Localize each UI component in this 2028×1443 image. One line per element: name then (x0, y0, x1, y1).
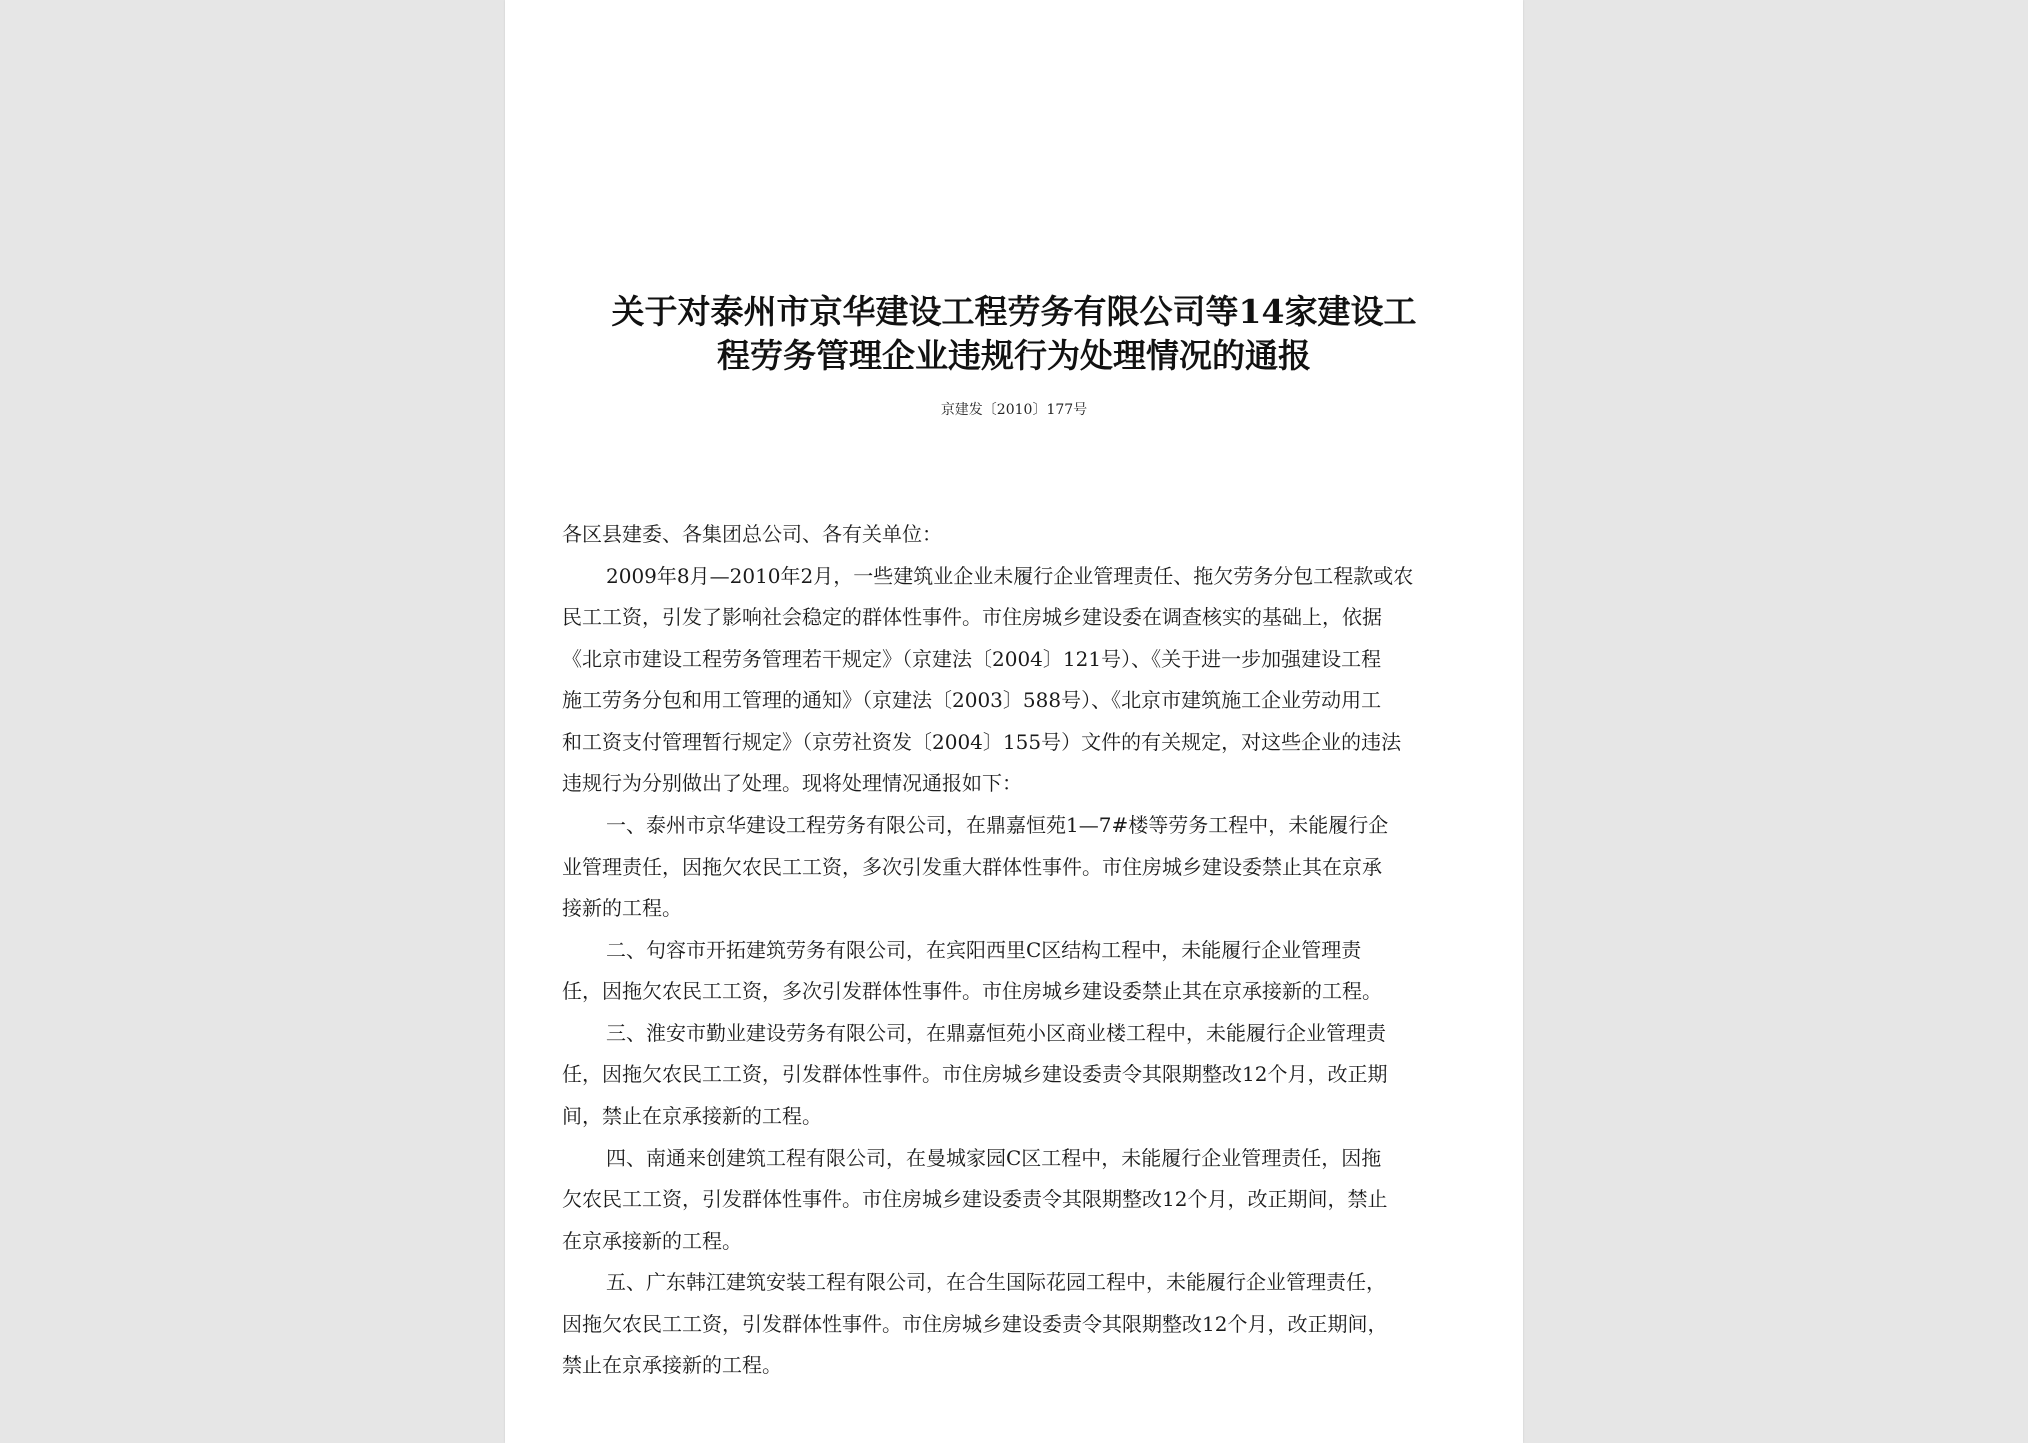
body-line: 四、南通来创建筑工程有限公司，在曼城家园C区工程中，未能履行企业管理责任，因拖 (606, 1146, 1382, 1170)
body-line: 在京承接新的工程。 (562, 1229, 742, 1253)
document-title (565, 290, 1463, 378)
body-line: 禁止在京承接新的工程。 (562, 1353, 782, 1377)
body-line: 和工资支付管理暂行规定》（京劳社资发〔2004〕155号）文件的有关规定，对这些企业的违法 (562, 730, 1402, 754)
title-line-1: 关于对泰州市京华建设工程劳务有限公司等14家建设工 (611, 292, 1417, 331)
body-line: 任，因拖欠农民工工资，多次引发群体性事件。市住房城乡建设委禁止其在京承接新的工程。 (562, 979, 1382, 1003)
title-line-2: 程劳务管理企业违规行为处理情况的通报 (717, 336, 1311, 375)
body-line: 任，因拖欠农民工工资，引发群体性事件。市住房城乡建设委责令其限期整改12个月，改正期 (562, 1062, 1388, 1086)
body-line: 接新的工程。 (562, 896, 682, 920)
body-line: 违规行为分别做出了处理。现将处理情况通报如下： (562, 771, 1022, 795)
body-line: 民工工资，引发了影响社会稳定的群体性事件。市住房城乡建设委在调查核实的基础上，依据 (562, 605, 1382, 629)
body-line: 间，禁止在京承接新的工程。 (562, 1104, 822, 1128)
salutation-line: 各区县建委、各集团总公司、各有关单位： (562, 522, 942, 546)
document-number: 京建发〔2010〕177号 (940, 402, 1088, 418)
body-line: 《北京市建设工程劳务管理若干规定》（京建法〔2004〕121号）、《关于进一步加强建设工程 (562, 647, 1382, 671)
body-line: 欠农民工工资，引发群体性事件。市住房城乡建设委责令其限期整改12个月，改正期间，禁止 (562, 1187, 1388, 1211)
body-line: 五、广东韩江建筑安装工程有限公司，在合生国际花园工程中，未能履行企业管理责任， (606, 1270, 1386, 1294)
body-line: 一、泰州市京华建设工程劳务有限公司，在鼎嘉恒苑1—7#楼等劳务工程中，未能履行企 (606, 813, 1389, 837)
body-line: 二、句容市开拓建筑劳务有限公司，在宾阳西里C区结构工程中，未能履行企业管理责 (606, 938, 1362, 962)
body-line: 因拖欠农民工工资，引发群体性事件。市住房城乡建设委责令其限期整改12个月，改正期间， (562, 1312, 1388, 1336)
document-page (505, 0, 1523, 1443)
body-line: 施工劳务分包和用工管理的通知》（京建法〔2003〕588号）、《北京市建筑施工企业劳动用工 (562, 688, 1382, 712)
body-line: 业管理责任，因拖欠农民工工资，多次引发重大群体性事件。市住房城乡建设委禁止其在京承 (562, 855, 1382, 879)
body-line: 三、淮安市勤业建设劳务有限公司，在鼎嘉恒苑小区商业楼工程中，未能履行企业管理责 (606, 1021, 1386, 1045)
body-line: 2009年8月—2010年2月，一些建筑业企业未履行企业管理责任、拖欠劳务分包工程款或农 (606, 564, 1414, 588)
